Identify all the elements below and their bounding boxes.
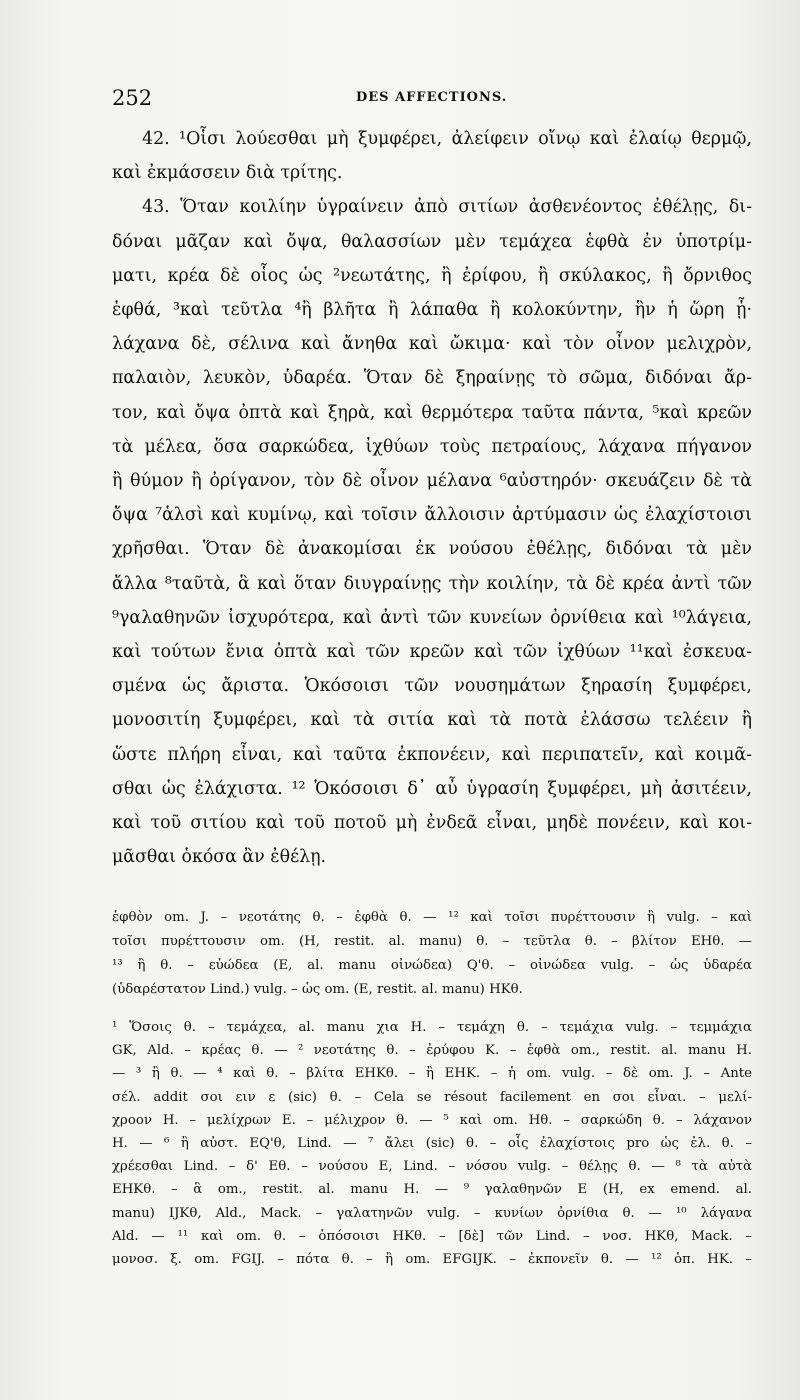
main-text	[112, 122, 752, 874]
footnote-line: τοῖσι πυρέττουσιν om. (H, restit. al. manu) θ. – τεῦτλα θ. – βλίτον EHθ. —	[112, 934, 752, 949]
footnotes-continued	[112, 906, 752, 1002]
text-line: καὶ τοῦ σιτίου καὶ τοῦ ποτοῦ μὴ ἐνδεᾶ εἶναι, μηδὲ πονέειν, καὶ κοι-	[112, 813, 752, 834]
text-line: καὶ ἐκμάσσειν διὰ τρίτης.	[112, 163, 343, 184]
text-line: σθαι ὡς ἐλάχιστα. ¹² Ὁκόσοισι δ᾽ αὖ ὑγρασίη ξυμφέρει, μὴ ἀσιτέειν,	[112, 778, 752, 799]
footnote-line: — ³ ἢ θ. — ⁴ καὶ θ. – βλίτα EHKθ. – ἢ EHK. – ἡ om. vulg. – δὲ om. J. – Ante	[112, 1066, 752, 1082]
footnote-line: σέλ. addit σοι ειν ε (sic) θ. – Cela se résout facilement en σοι εἶναι. – μελί-	[112, 1089, 752, 1105]
footnote-line: H. — ⁶ ἢ αὐστ. EQ'θ, Lind. — ⁷ ἄλει (sic) θ. – οἷς ἐλαχίστοις pro ὡς ἐλ. θ. –	[112, 1136, 752, 1152]
footnote-line: (ὑδαρέστατον Lind.) vulg. – ὡς om. (E, restit. al. manu) HKθ.	[112, 982, 523, 997]
page-number: 252	[112, 86, 153, 110]
running-title: DES AFFECTIONS.	[356, 90, 508, 105]
footnote-line: χροον H. – μελίχρων E. – μέλιχρον θ. — ⁵ καὶ om. Hθ. – σαρκώδη θ. – λάχανον	[112, 1112, 752, 1128]
footnote-line: EHKθ. – ἃ om., restit. al. manu H. — ⁹ γαλαθηνῶν E (H, ex emend. al.	[112, 1182, 752, 1198]
text-line: ὄψα ⁷ἁλσὶ καὶ κυμίνῳ, καὶ τοῖσιν ἄλλοισιν ἀρτύμασιν ὡς ἐλαχίστοισι	[112, 505, 752, 526]
text-line: ἄλλα ⁸ταῦτὰ, ἃ καὶ ὅταν διυγραίνῃς τὴν κοιλίην, τὰ δὲ κρέα ἀντὶ τῶν	[112, 573, 752, 594]
footnote-line: ¹³ ἢ θ. – εὐώδεα (E, al. manu οἰνώδεα) Q'θ. – οἰνώδεα vulg. – ὡς ὑδαρέα	[112, 958, 752, 973]
text-line: ματι, κρέα δὲ οἷος ὡς ²νεωτάτης, ἢ ἐρίφου, ἢ σκύλακος, ἢ ὄρνιθος	[112, 265, 752, 286]
text-line: ἑφθά, ³καὶ τεῦτλα ⁴ἢ βλῆτα ἢ λάπαθα ἢ κολοκύντην, ἣν ἡ ὥρη ᾖ·	[112, 300, 752, 321]
text-line: ⁹γαλαθηνῶν ἰσχυρότερα, καὶ ἀντὶ τῶν κυνείων ὀρνίθεια καὶ ¹⁰λάγεια,	[112, 607, 752, 628]
text-line: λάχανα δὲ, σέλινα καὶ ἄνηθα καὶ ὤκιμα· καὶ τὸν οἶνον μελιχρὸν,	[112, 334, 752, 355]
text-line: χρῆσθαι. Ὅταν δὲ ἀνακομίσαι ἐκ νούσου ἐθέλῃς, διδόναι τὰ μὲν	[112, 539, 752, 560]
footnote-line: ἑφθὸν om. J. – νεοτάτης θ. – ἑφθὰ θ. — ¹² καὶ τοῖσι πυρέττουσιν ἢ vulg. – καὶ	[112, 910, 752, 925]
text-line: 42. ¹Οἷσι λούεσθαι μὴ ξυμφέρει, ἀλείφειν οἴνῳ καὶ ἐλαίῳ θερμῷ,	[142, 129, 752, 149]
page-header	[112, 86, 752, 116]
text-line: ὥστε πλήρη εἶναι, καὶ ταῦτα ἐκπονέειν, καὶ περιπατεῖν, καὶ κοιμᾶ-	[112, 744, 752, 765]
text-line: καὶ τούτων ἔνια ὀπτὰ καὶ τῶν κρεῶν καὶ τῶν ἰχθύων ¹¹καὶ ἐσκευα-	[112, 642, 752, 663]
text-line: ἢ θύμον ἢ ὀρίγανον, τὸν δὲ οἶνον μέλανα ⁶αὐστηρόν· σκευάζειν δὲ τὰ	[112, 471, 752, 492]
footnote-line: μονοσ. ξ. om. FGIJ. – πότα θ. – ἢ om. EFGIJK. – ἐκπονεῖν θ. — ¹² ὁπ. HK. –	[112, 1252, 752, 1268]
footnote-line: manu) IJKθ, Ald., Mack. – γαλατηνῶν vulg. – κυνίων ὀρνίθια θ. — ¹⁰ λάγανα	[112, 1205, 752, 1221]
text-line: μᾶσθαι ὁκόσα ἂν ἐθέλῃ.	[112, 847, 327, 868]
footnote-line: GK, Ald. – κρέας θ. — ² νεοτάτης θ. – ἐρύφου K. – ἑφθὰ om., restit. al. manu H.	[112, 1043, 752, 1059]
text-line: τον, καὶ ὄψα ὀπτὰ καὶ ξηρὰ, καὶ θερμότερα ταῦτα πάντα, ⁵καὶ κρεῶν	[112, 402, 752, 423]
text-line: 43. Ὅταν κοιλίην ὑγραίνειν ἀπὸ σιτίων ἀσθενέοντος ἐθέλῃς, δι-	[142, 197, 752, 218]
text-line: δόναι μᾶζαν καὶ ὄψα, θαλασσίων μὲν τεμάχεα ἑφθὰ ἐν ὑποτρίμ-	[112, 231, 752, 252]
text-line: τὰ μέλεα, ὅσα σαρκώδεα, ἰχθύων τοὺς πετραίους, λάχανα πήγανον	[112, 436, 752, 457]
footnote-line: χρέεσθαι Lind. – δ' Eθ. – νούσου E, Lind. – νόσου vulg. – θέλῃς θ. — ⁸ τὰ αὐτὰ	[112, 1159, 752, 1175]
text-line: παλαιὸν, λευκὸν, ὑδαρέα. Ὅταν δὲ ξηραίνῃς τὸ σῶμα, διδόναι ἄρ-	[112, 368, 752, 389]
footnote-line: Ald. — ¹¹ καὶ om. θ. – ὁπόσοισι HKθ. – [δὲ] τῶν Lind. – νοσ. HKθ, Mack. –	[112, 1228, 752, 1244]
footnote-line: ¹ Ὅσοις θ. – τεμάχεα, al. manu χια H. – τεμάχη θ. – τεμάχια vulg. – τεμμάχια	[112, 1020, 752, 1035]
text-line: σμένα ὡς ἄριστα. Ὁκόσοισι τῶν νουσημάτων ξηρασίη ξυμφέρει,	[112, 676, 752, 697]
text-line: μονοσιτίη ξυμφέρει, καὶ τὰ σιτία καὶ τὰ ποτὰ ἐλάσσω τελέειν ἢ	[112, 710, 752, 731]
footnotes	[112, 1016, 752, 1271]
